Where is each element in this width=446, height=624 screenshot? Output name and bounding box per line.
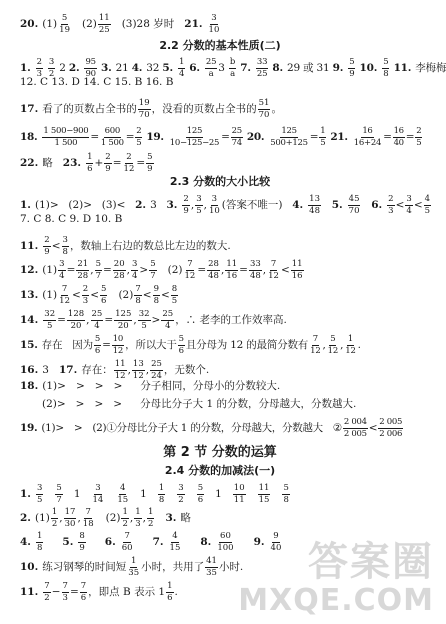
answer-line-1a: 1. 2 3 3 2 2 2. 95 90 3. 21 4. 32 5. 1 4 6. 25 a 3 b a 7. 33 25 8. 29 或 31 9. 5 9 10. 5 8 11. 李梅梅	[20, 57, 446, 79]
answer-line-11b: 11. 2 9 < 3 8 ，数轴上右边的数总比左边的数大.	[20, 235, 231, 257]
watermark-logo-text: 答案圈	[308, 539, 434, 585]
answer-line-2c: 2. (1) 1 2 , 17 30 , 7 18 (2) 1 2 , 1 3 , 1 2 3. 略	[20, 507, 191, 529]
answer-line-18b-2: (2)> > > > 分母比分子大 1 的分数，分母越大，分数越大.	[42, 398, 357, 410]
answer-line-7b: 7. C 8. C 9. D 10. B	[20, 213, 123, 225]
chapter-heading-2: 第 2 节 分数的运算	[163, 445, 277, 460]
answer-line-4c: 4. 1 8 5. 8 9 6. 7 60 7. 4 15 8. 60 100 9. 9 40	[20, 531, 282, 553]
answer-line-18b: 18. (1)> > > > 分子相同，分母小的分数较大.	[20, 380, 281, 392]
answer-line-13b: 13. (1) 7 12 < 2 3 < 5 6 (2) 7 8 < 9 8 < 8 5	[20, 284, 178, 306]
answer-line-12a: 12. C 13. D 14. C 15. B 16. B	[20, 76, 174, 88]
answer-line-10c: 10. 练习钢琴的时间短 1 35 小时，共用了 41 35 小时.	[20, 556, 244, 578]
section-heading-2-3: 2.3 分数的大小比较	[169, 175, 271, 188]
answer-line-15b: 15. 存在 因为 5 6 = 10 12 ，所以大于 5 6 且分母为 12 的最简分数有 7 12 , 5 12 , 1 12 .	[20, 334, 361, 356]
section-heading-2-4: 2.4 分数的加减法(一)	[164, 464, 276, 477]
answer-line-19b: 19. (1)> > (2)①分母比分子大 1 的分数，分母越大，分数越大 ② 2 004 2 005 < 2 005 2 006	[20, 417, 403, 439]
answer-line-11c: 11. 7 2 − 7 3 = 7 6 ，即点 B 表示 1 1 6 .	[20, 581, 178, 603]
answer-line-14b: 14. 32 5 = 128 20 , 25 4 = 125 20 , 32 5 > 25 4 ，∴ 老李的工作效率高.	[20, 309, 287, 331]
answer-line-1b: 1. (1)> (2)> (3)< 2. 3 3. 2 9 , 3 5 , 3 10 (答案不唯一) 4. 13 48 5. 45 70 6. 2 3 < 3 4 < 4 5	[20, 194, 431, 216]
answer-line-17a: 17. 看了的页数占全书的 19 70 ，没看的页数占全书的 51 70 。	[20, 98, 282, 120]
answer-line-16b: 16. 3 17. 存在： 11 12 , 13 12 , 25 24 ，无数个.	[20, 359, 210, 381]
watermark-url-text: MXQE.COM	[238, 583, 434, 618]
answer-line-20: 20. (1) 5 19 (2) 11 25 (3)28 岁时 21. 3 10	[20, 13, 220, 35]
answer-line-12b: 12. (1) 3 4 = 21 28 , 5 7 = 20 28 , 3 4 > 5 7 (2) 7 12 = 28 48 , 11 16 = 33 48 , 7 12 < 11 16	[20, 259, 303, 281]
answer-line-22a: 22. 略 23. 1 6 + 2 9 = 2 12 = 5 9	[20, 152, 153, 174]
answer-line-1c: 1. 3 5 5 7 1 3 14 4 15 1 1 8 3 2 5 6 1 10 11 11 15 5 8	[20, 483, 289, 505]
site-watermark	[238, 530, 434, 618]
section-heading-2-2: 2.2 分数的基本性质(二)	[159, 39, 281, 52]
answer-line-18a: 18. 1 500−900 1 500 = 600 1 500 = 2 5 19. 125 10−125−25 = 25 74 20. 125 500+125 = 1 5 21. 16 16+24 = 16 40 = 2 5	[20, 126, 422, 148]
